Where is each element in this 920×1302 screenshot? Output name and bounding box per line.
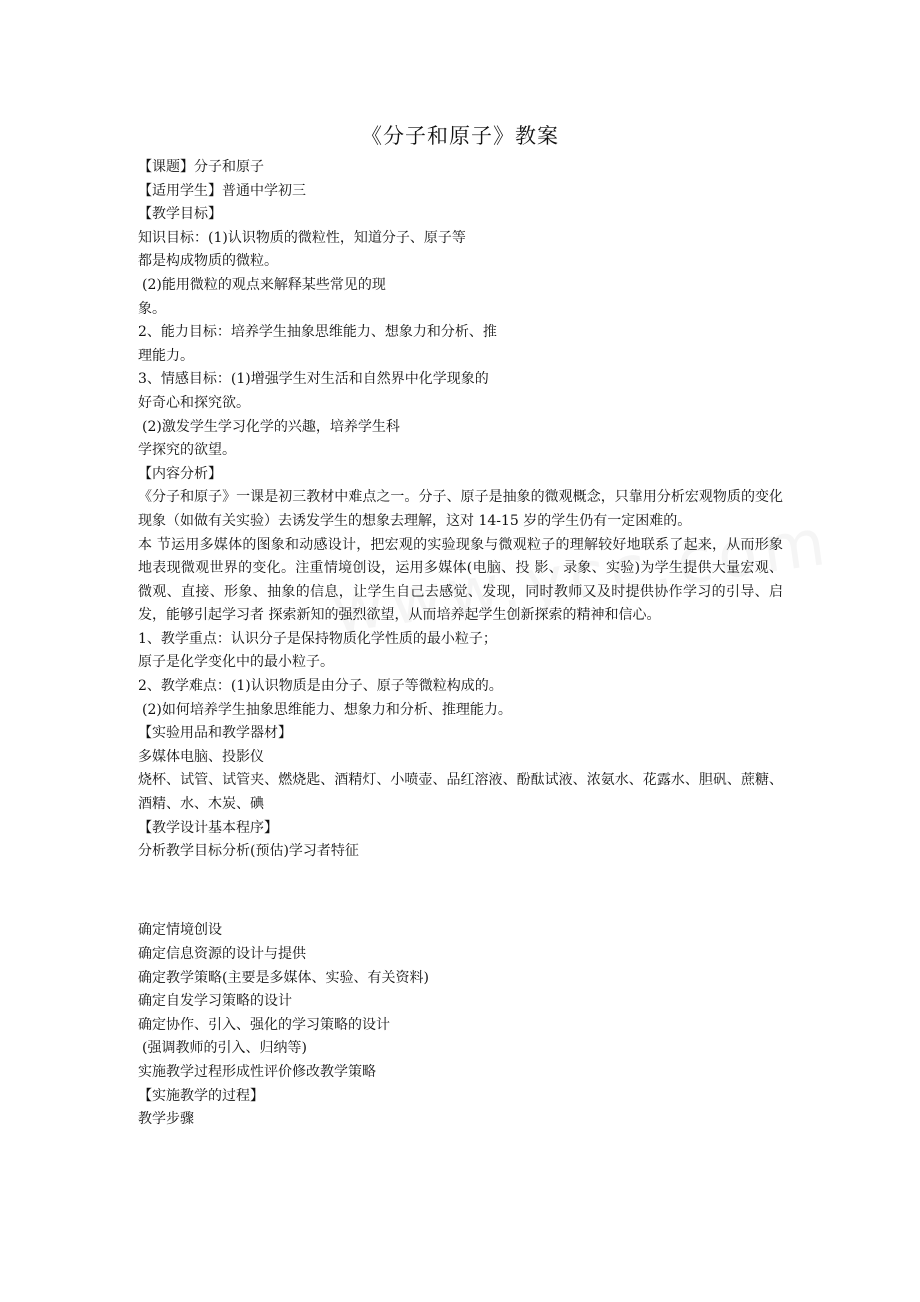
body-line: 原子是化学变化中的最小粒子。 [138,654,334,671]
blank-line [138,880,783,904]
body-line: 3、情感目标：(1)增强学生对生活和自然界中化学现象的 [138,371,489,388]
body-line: 2、教学难点：(1)认识物质是由分子、原子等微粒构成的。 [138,678,503,695]
body-paragraph: 烧杯、试管、试管夹、燃烧匙、酒精灯、小喷壶、品红溶液、酚酞试液、浓氨水、花露水、胆矾、蔗糖、酒精、水、木炭、碘 [138,772,783,813]
body-line: 都是构成物质的微粒。 [138,253,278,270]
body-line: (2)如何培养学生抽象思维能力、想象力和分析、推理能力。 [142,701,512,718]
body-paragraph: 本 节运用多媒体的图象和动感设计，把宏观的实验现象与微观粒子的理解较好地联系了起来，从而形象地表现微观世界的变化。注重情境创设，运用多媒体(电脑、投 影、录象、实验)为学生提供大量宏观、微观、直接、形象、抽象的信息，让学生自己去感觉、发现，同时教师又及时提供协作学习的引导、启发，能够引起学习者 探索新知的强烈欲望，从而培养起学生创新探索的精神和信心。 [138,536,783,624]
body-line: 确定自发学习策略的设计 [138,993,292,1010]
body-line: 确定情境创设 [138,922,222,939]
section-heading: 【教学设计基本程序】 [138,819,278,836]
body-line: 确定教学策略(主要是多媒体、实验、有关资料) [138,969,429,986]
body-line: (2)激发学生学习化学的兴趣，培养学生科 [142,418,400,435]
body-line: 知识目标：(1)认识物质的微粒性，知道分子、原子等 [138,229,466,246]
body-line: 2、能力目标：培养学生抽象思维能力、想象力和分析、推 [138,324,497,341]
body-paragraph: 《分子和原子》一课是初三教材中难点之一。分子、原子是抽象的微观概念，只靠用分析宏观物质的变化现象（如做有关实验）去诱发学生的想象去理解，这对 14-15 岁的学生仍有一定困难的。 [138,489,783,529]
body-line: 分析教学目标分析(预估)学习者特征 [138,843,359,860]
body-line: (强调教师的引入、归纳等) [142,1040,307,1057]
body-line: 1、教学重点：认识分子是保持物质化学性质的最小粒子； [138,630,497,647]
section-heading: 【实施教学的过程】 [138,1087,264,1104]
section-heading: 【实验用品和教学器材】 [138,725,292,742]
body-line: 多媒体电脑、投影仪 [138,748,264,765]
section-heading: 【教学目标】 [138,206,222,223]
body-line: 实施教学过程形成性评价修改教学策略 [138,1063,376,1080]
body-line: 教学步骤 [138,1111,194,1128]
body-line: 确定协作、引入、强化的学习策略的设计 [138,1016,390,1033]
body-line: 好奇心和探究欲。 [138,394,250,411]
body-line: 学探究的欲望。 [138,442,236,459]
body-line: (2)能用微粒的观点来解释某些常见的现 [142,276,386,293]
body-line: 象。 [138,300,166,317]
document-body [138,156,783,1132]
section-heading: 【课题】分子和原子 [138,159,264,175]
document-title: 《分子和原子》教案 [361,124,559,148]
body-line: 理能力。 [138,347,194,364]
body-line: 确定信息资源的设计与提供 [138,946,306,962]
section-heading: 【内容分析】 [138,465,222,482]
section-heading: 【适用学生】普通中学初三 [138,182,306,199]
